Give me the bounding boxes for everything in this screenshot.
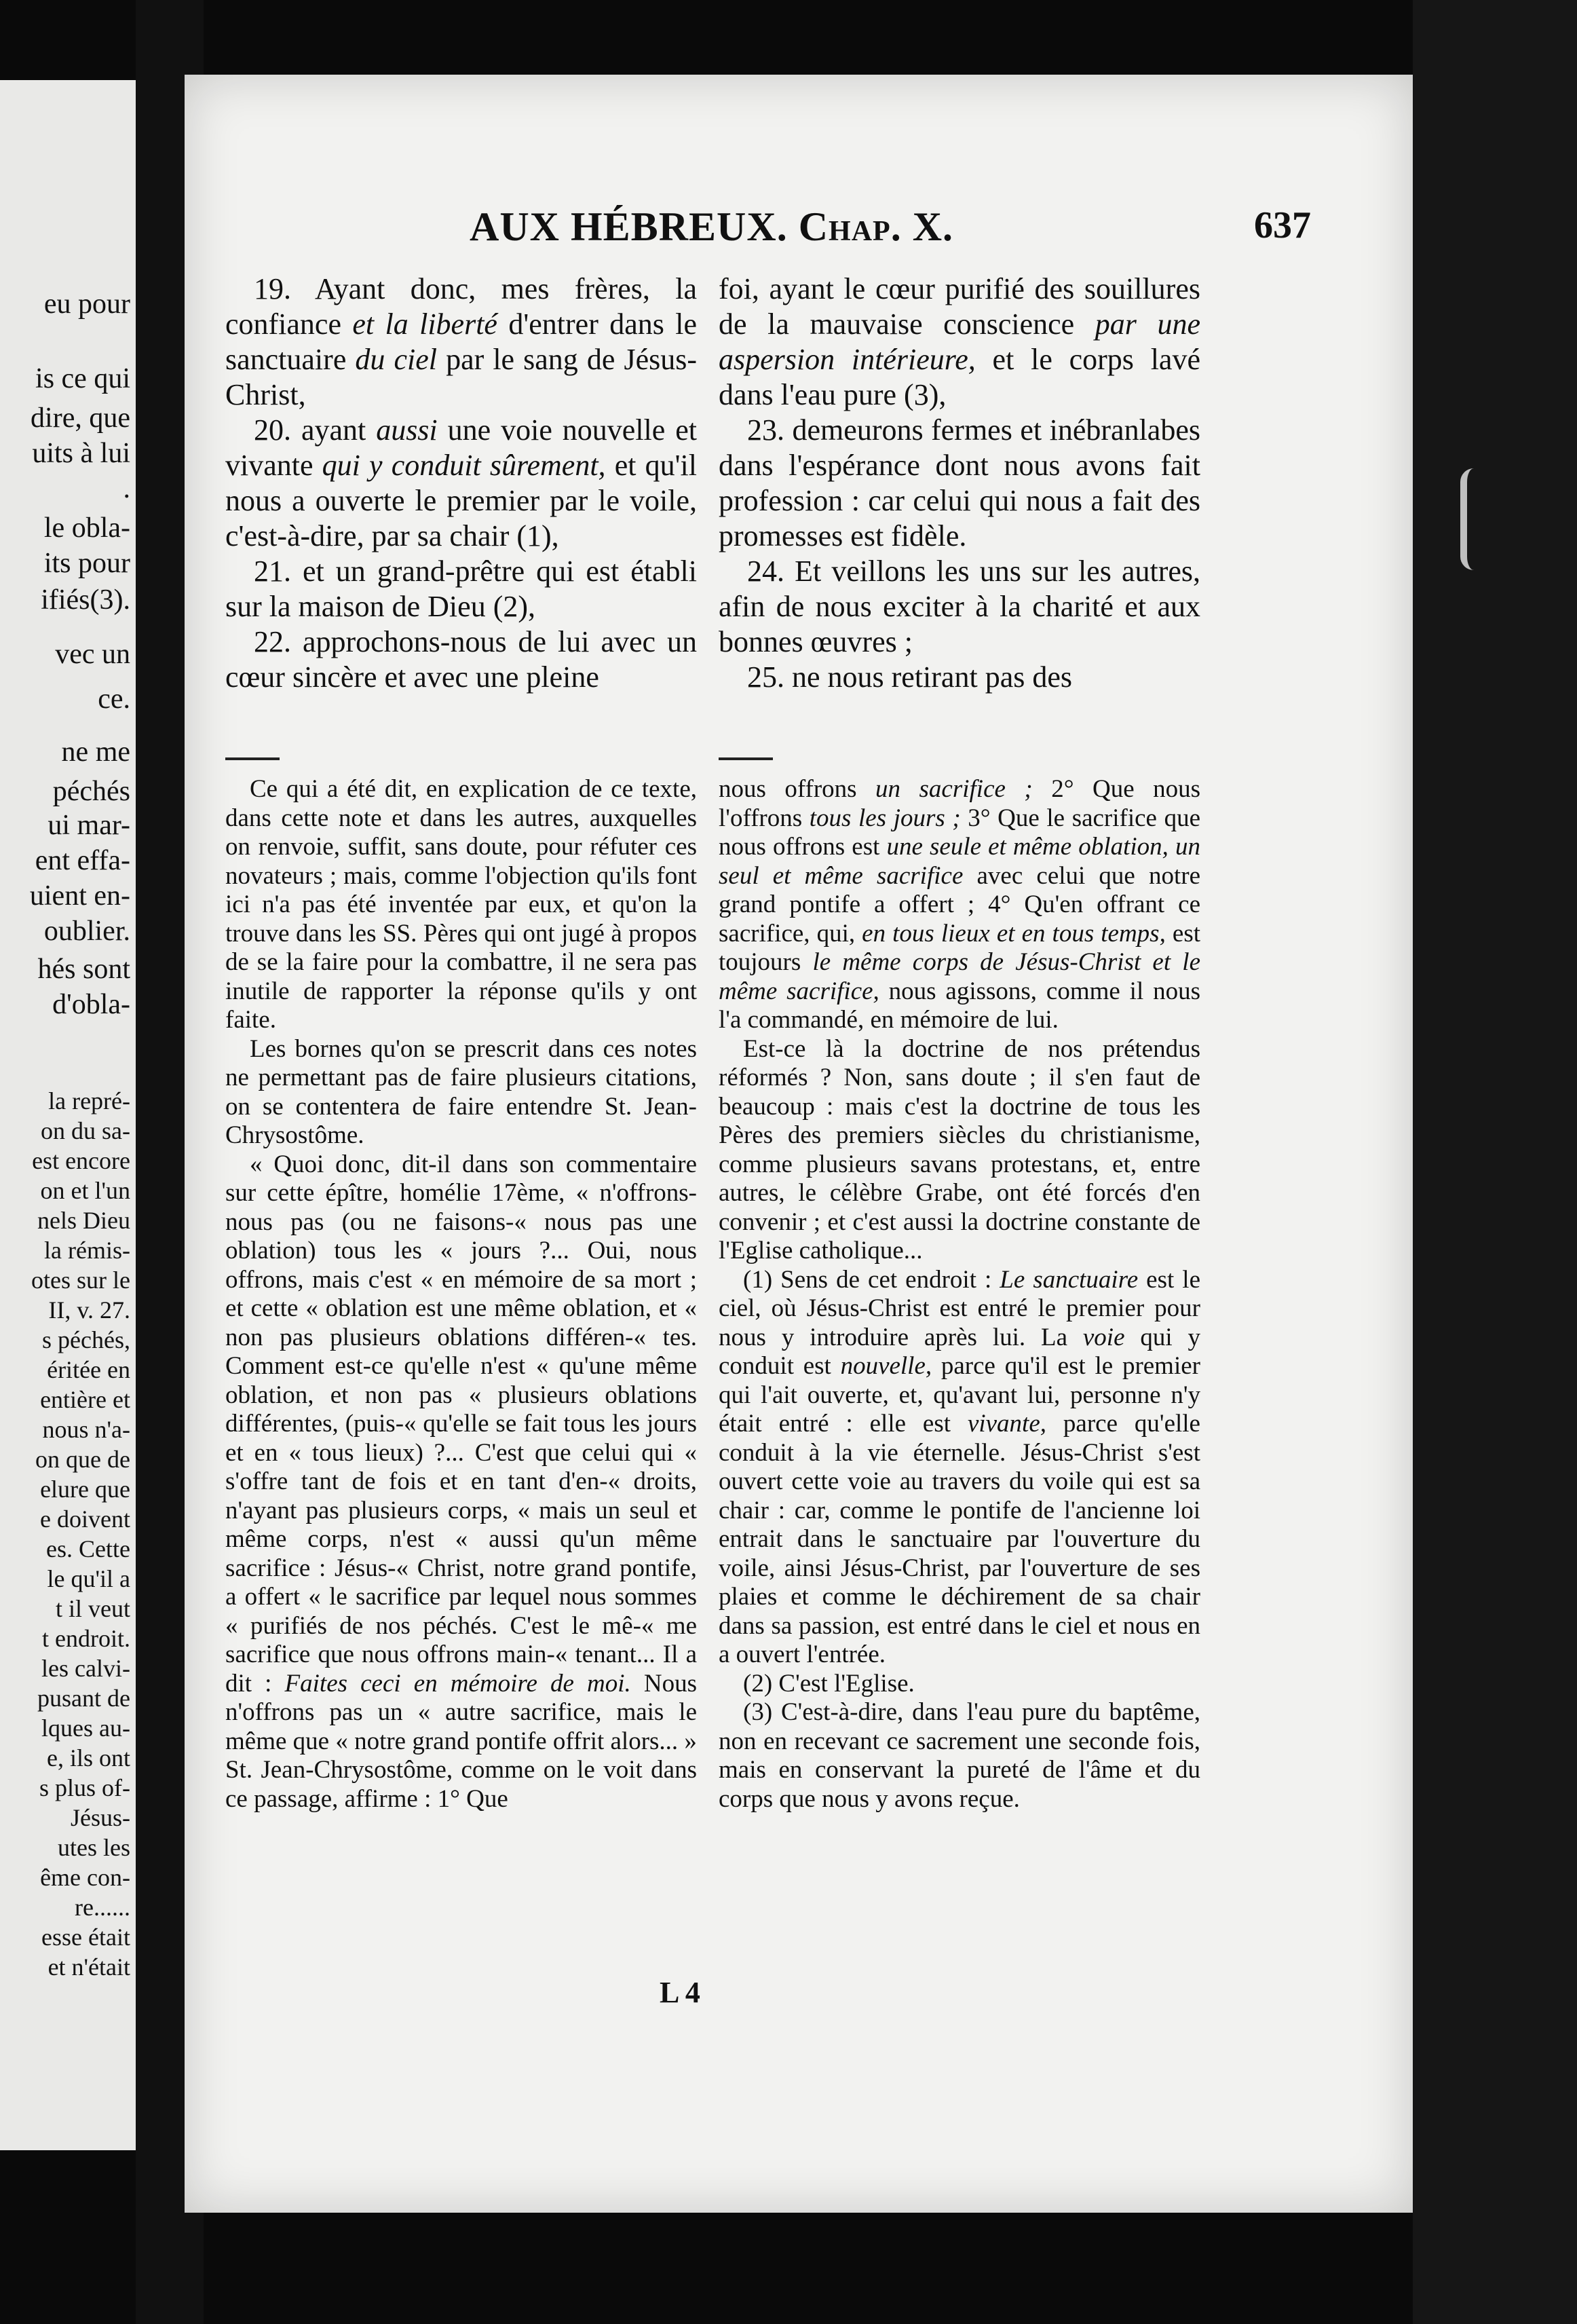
page-title: [470, 204, 953, 250]
facing-page-text-fragment: esse était: [41, 1924, 130, 1951]
facing-page-text-fragment: es. Cette: [46, 1535, 130, 1562]
verse-paragraph: 23. demeurons fermes et inébranlabes dans l'espérance dont nous avons fait profession : car celui qui nous a fait des promesses est fidèle.: [719, 413, 1200, 552]
facing-page-text-fragment: s plus of-: [39, 1774, 130, 1801]
scan-artifact: [1460, 468, 1494, 570]
facing-page-text-fragment: on du sa-: [41, 1117, 130, 1144]
verse-paragraph: 25. ne nous retirant pas des: [747, 660, 1072, 694]
facing-page-text-fragment: on et l'un: [40, 1177, 130, 1204]
running-head: [470, 204, 1311, 258]
verse-paragraph: 19. Ayant donc, mes frères, la confiance et la liberté d'entrer dans le sanctuaire du ciel par le sang de Jésus-Christ,: [225, 272, 698, 411]
footnote-rule-left: [225, 757, 280, 760]
facing-page-text-fragment: péchés: [52, 776, 130, 807]
facing-page-text-fragment: ui mar-: [48, 810, 130, 841]
footnote-paragraph: (3) C'est-à-dire, dans l'eau pure du baptême, non en recevant ce sacrement une seconde fois, mais en conservant la pureté de l'âme et du corps que nous y avons reçue.: [719, 1698, 1200, 1813]
footnote-paragraph: St. Jean-Chrysostôme, comme on le voit dans ce passage, affirme : 1° Que: [225, 1756, 697, 1813]
book-page: [185, 75, 1413, 2213]
facing-page-text-fragment: Jésus-: [71, 1804, 130, 1831]
facing-page-text-fragment: la rémis-: [44, 1237, 130, 1264]
facing-page-text-fragment: re......: [75, 1894, 130, 1921]
verse-paragraph: 24. Et veillons les uns sur les autres, afin de nous exciter à la charité et aux bonnes œuvres ;: [719, 555, 1200, 658]
facing-page-text-fragment: utes les: [58, 1834, 130, 1861]
footnote-paragraph: « Quoi donc, dit-il dans son commentaire sur cette épître, homélie 17ème, « n'offrons-nous pas (ou ne faisons-« nous pas une oblation) tous les « jours ?... Oui, nous offrons, mais c'est « en mémoire de sa mort ; et cette « oblation est une même oblation, et « non pas plusieurs oblations différen-« tes. Comment est-ce qu'elle n'est « qu'une même oblation, et non pas « plusieurs oblations différentes, (puis-« qu'elle se fait tous les jours et en « tous lieux) ?... C'est que celui qui « s'offre tant de fois et en tant d'en-« droits, n'ayant pas plusieurs corps, « mais un seul et même corps, n'est « aussi qu'un même sacrifice : Jésus-« Christ, notre grand pontife, a offert « le sacrifice par lequel nous sommes « purifiés de nos péchés. C'est le mê-« me sacrifice que nous offrons main-« tenant... Il a dit : Faites ceci en mémoire de moi. Nous n'offrons pas un « autre sacrifice, mais le même que « notre grand pontife offrit alors... »: [225, 1150, 698, 1755]
facing-page-text-fragment: dire, que: [31, 402, 130, 434]
notes-left-column: [225, 775, 697, 1814]
facing-page-text-fragment: les calvi-: [41, 1655, 130, 1682]
title-book: AUX HÉBREUX.: [470, 204, 799, 249]
facing-page-text-fragment: t endroit.: [42, 1625, 130, 1652]
verses-right-column: [719, 271, 1200, 695]
facing-page-text-fragment: éritée en: [47, 1356, 130, 1383]
facing-page-text-fragment: est encore: [32, 1147, 130, 1174]
scan-margin: [1413, 0, 1577, 2324]
facing-page-text-fragment: ifiés(3).: [41, 584, 130, 616]
facing-page-text-fragment: s péchés,: [42, 1326, 130, 1353]
verse-paragraph: 21. et un grand-prêtre qui est établi sur la maison de Dieu (2),: [225, 555, 697, 623]
facing-page-text-fragment: nous n'a-: [42, 1416, 130, 1443]
facing-page-text-fragment: ce.: [98, 683, 130, 715]
facing-page-text-fragment: e, ils ont: [47, 1744, 130, 1772]
footnote-paragraph: (2) C'est l'Eglise.: [743, 1669, 915, 1698]
verse-paragraph: 22. approchons-nous de lui avec un cœur sincère et avec une pleine: [225, 625, 697, 694]
facing-page-text-fragment: uient en-: [29, 880, 130, 912]
verse-paragraph: foi, ayant le cœur purifié des souillures de la mauvaise conscience par une aspersion intérieure, et le corps lavé dans l'eau pure (3),: [719, 272, 1200, 411]
facing-page-text-fragment: e doivent: [40, 1505, 130, 1533]
facing-page-text-fragment: ne me: [61, 736, 130, 768]
footnote-paragraph: Est-ce là la doctrine de nos prétendus réformés ? Non, sans doute ; il s'en faut de beaucoup : mais c'est la doctrine de tous les Pères des premiers siècles du christianisme, comme plusieurs savans protestans, et, entre autres, le célèbre Grabe, ont été forcés d'en convenir ; et c'est aussi la doctrine constante de l'Eglise catholique...: [719, 1034, 1200, 1264]
page-number: 637: [1254, 204, 1311, 246]
facing-page-text-fragment: entière et: [40, 1386, 130, 1413]
footnote-paragraph: Ce qui a été dit, en explication de ce texte, dans cette note et dans les autres, auxquelles on renvoie, suffit, sans doute, pour réfuter ces novateurs ; mais, comme l'objection qu'ils font ici n'a pas été inventée par eux, et qu'on la trouve dans les SS. Pères qui ont jugé à propos de se la faire pour la combattre, il ne sera pas inutile de rapporter la réponse qu'ils y ont faite.: [225, 775, 697, 1034]
footnote-rule-right: [719, 757, 773, 760]
facing-page-text-fragment: otes sur le: [31, 1267, 130, 1294]
facing-page-text-fragment: le qu'il a: [47, 1565, 130, 1592]
facing-page-text-fragment: .: [123, 473, 130, 504]
facing-page-text-fragment: vec un: [55, 639, 130, 670]
facing-page-text-fragment: II, v. 27.: [48, 1296, 130, 1324]
facing-page-text-fragment: ême con-: [40, 1864, 130, 1891]
verses-left-column: [225, 271, 697, 695]
facing-page-text-fragment: le obla-: [43, 512, 130, 544]
footnote-paragraph: Les bornes qu'on se prescrit dans ces notes ne permettant pas de faire plusieurs citations, on se contentera de faire entendre St. Jean-Chrysostôme.: [225, 1034, 697, 1149]
facing-page-text-fragment: pusant de: [37, 1685, 130, 1712]
title-chapter: Chap. X.: [798, 204, 954, 249]
facing-page-text-fragment: eu pour: [43, 288, 130, 320]
facing-page-text-fragment: et n'était: [48, 1953, 130, 1981]
facing-page-fragment: [0, 80, 136, 2150]
facing-page-text-fragment: hés sont: [37, 954, 130, 985]
facing-page-text-fragment: lques au-: [41, 1714, 130, 1742]
facing-page-text-fragment: oublier.: [43, 916, 130, 947]
facing-page-text-fragment: its pour: [43, 548, 130, 579]
facing-page-text-fragment: uits à lui: [32, 438, 130, 469]
facing-page-text-fragment: la repré-: [48, 1087, 130, 1114]
facing-page-text-fragment: is ce qui: [35, 363, 130, 394]
signature-mark: L 4: [660, 1976, 700, 2009]
facing-page-text-fragment: d'obla-: [52, 989, 130, 1020]
verse-paragraph: 20. ayant aussi une voie nouvelle et vivante qui y conduit sûrement, et qu'il nous a ouverte le premier par le voile, c'est-à-dire, par sa chair (1),: [225, 413, 697, 552]
facing-page-text-fragment: elure que: [40, 1476, 130, 1503]
footnote-paragraph: (1) Sens de cet endroit : Le sanctuaire est le ciel, où Jésus-Christ est entré le premier pour nous y introduire après lui. La voie qui y conduit est nouvelle, parce qu'il est le premier qui l'ait ouverte, et, qu'avant lui, personne n'y était entré : elle est vivante, parce qu'elle conduit à la vie éternelle. Jésus-Christ s'est ouvert cette voie au travers du voile qui est sa chair : car, comme le pontife de l'ancienne loi entrait dans le sanctuaire par l'ouverture du voile, ainsi Jésus-Christ, par l'ouverture de ses plaies et comme le déchirement de sa chair dans sa passion, est entré dans le ciel et nous en a ouvert l'entrée.: [719, 1265, 1201, 1668]
notes-right-column: [719, 775, 1200, 1814]
facing-page-text-fragment: t il veut: [56, 1595, 130, 1622]
footnote-paragraph: nous offrons un sacrifice ; 2° Que nous l'offrons tous les jours ; 3° Que le sacrifice que nous offrons est une seule et même oblation, un seul et même sacrifice avec celui que notre grand pontife a offert ; 4° Qu'en offrant ce sacrifice, qui, en tous lieux et en tous temps, est toujours le même corps de Jésus-Christ et le même sacrifice, nous agissons, comme il nous l'a commandé, en mémoire de lui.: [719, 775, 1200, 1034]
facing-page-text-fragment: on que de: [35, 1446, 130, 1473]
facing-page-text-fragment: ent effa-: [35, 845, 130, 876]
facing-page-text-fragment: nels Dieu: [37, 1207, 130, 1234]
